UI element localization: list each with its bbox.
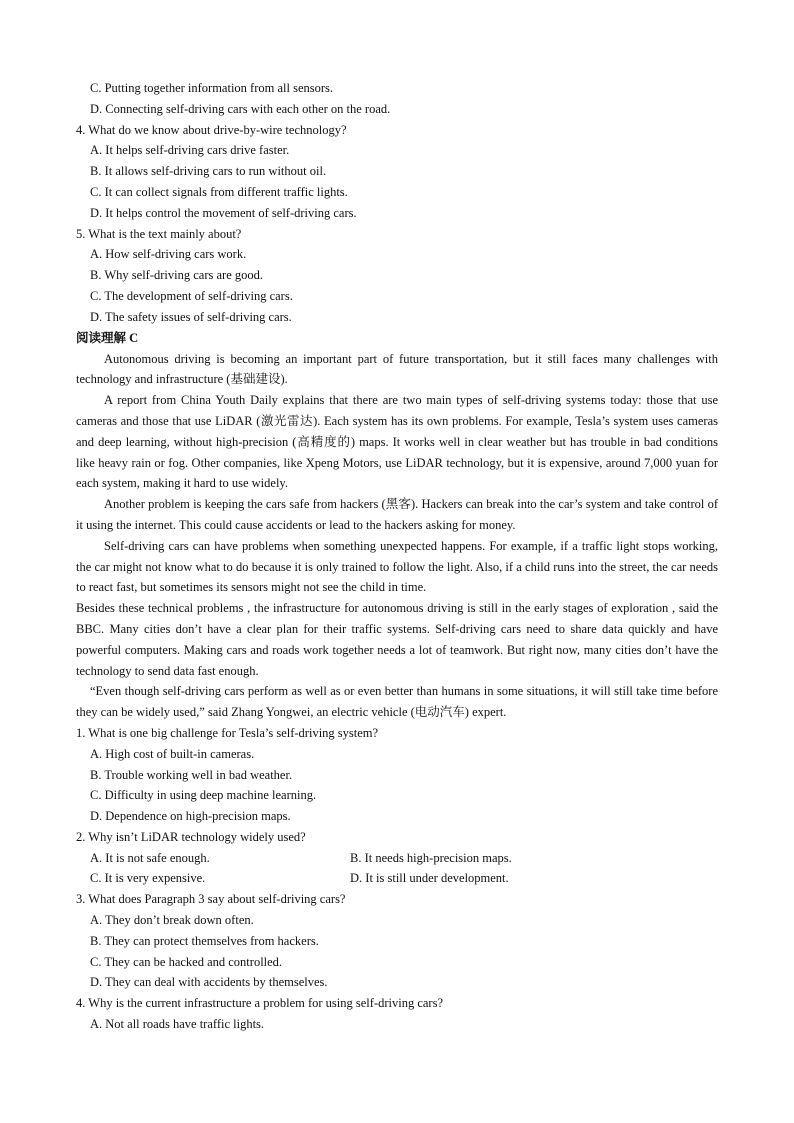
question-5-prev: 5. What is the text mainly about? <box>76 226 242 241</box>
passage-paragraph-3: Another problem is keeping the cars safe from hackers (黑客). Hackers can break into the car’s system and take control of it using the internet. This could cause accidents or lead to the hackers asking for money. <box>76 497 718 532</box>
section-title: 阅读理解 C <box>76 330 139 345</box>
options-row <box>76 868 718 889</box>
options-row <box>76 848 718 869</box>
option-a: A. It helps self-driving cars drive faster. <box>90 143 290 158</box>
option-d: D. Connecting self-driving cars with each other on the road. <box>90 101 391 116</box>
option-a: A. They don’t break down often. <box>90 913 254 928</box>
option-c: C. It can collect signals from different traffic lights. <box>90 184 348 199</box>
passage-paragraph-4: Self-driving cars can have problems when something unexpected happens. For example, if a traffic light stops working, the car might not know what to do because it is only trained to follow the light. Also, if a child runs into the street, the car needs to react fast, but sometimes its sensors might not see the child in time. <box>76 538 718 595</box>
option-c: C. The development of self-driving cars. <box>90 288 293 303</box>
passage-paragraph-6: “Even though self-driving cars perform as well as or even better than humans in some situations, it will still take time before they can be widely used,” said Zhang Yongwei, an electric vehicle (电动汽车) expert. <box>76 684 718 720</box>
option-d: D. Dependence on high-precision maps. <box>90 809 291 824</box>
option-b: B. It allows self-driving cars to run without oil. <box>90 164 327 179</box>
passage-paragraph-1: Autonomous driving is becoming an important part of future transportation, but it still faces many challenges with technology and infrastructure (基础建设). <box>76 351 718 387</box>
passage-paragraph-5: Besides these technical problems , the infrastructure for autonomous driving is still in the early stages of exploration , said the BBC. Many cities don’t have a clear plan for their traffic systems. Self-driving cars need to share data quickly and have powerful computers. Making cars and roads work together needs a lot of teamwork. But right now, many cities don’t have the technology to send data fast enough. <box>76 601 718 678</box>
question-1: 1. What is one big challenge for Tesla’s self-driving system? <box>76 725 379 740</box>
option-d: D. The safety issues of self-driving cars. <box>90 309 292 324</box>
option-c: C. It is very expensive. <box>90 871 206 886</box>
question-4-prev: 4. What do we know about drive-by-wire technology? <box>76 122 347 137</box>
option-c: C. Difficulty in using deep machine learning. <box>90 788 317 803</box>
option-b: B. They can protect themselves from hackers. <box>90 933 319 948</box>
option-a: A. High cost of built-in cameras. <box>90 746 255 761</box>
option-d: D. It is still under development. <box>350 871 509 886</box>
question-3: 3. What does Paragraph 3 say about self-driving cars? <box>76 892 346 907</box>
option-a: A. How self-driving cars work. <box>90 247 247 262</box>
option-a: A. It is not safe enough. <box>90 850 210 865</box>
question-2: 2. Why isn’t LiDAR technology widely used? <box>76 829 306 844</box>
option-b: B. It needs high-precision maps. <box>350 850 512 865</box>
option-c: C. Putting together information from all sensors. <box>90 81 334 95</box>
option-c: C. They can be hacked and controlled. <box>90 954 283 969</box>
option-a: A. Not all roads have traffic lights. <box>90 1017 265 1032</box>
option-d: D. They can deal with accidents by themselves. <box>90 975 328 990</box>
question-4: 4. Why is the current infrastructure a problem for using self-driving cars? <box>76 996 444 1011</box>
option-b: B. Trouble working well in bad weather. <box>90 767 293 782</box>
option-d: D. It helps control the movement of self-driving cars. <box>90 205 357 220</box>
option-b: B. Why self-driving cars are good. <box>90 268 263 283</box>
document-page <box>76 78 718 1035</box>
passage-paragraph-2: A report from China Youth Daily explains that there are two main types of self-driving systems today: those that use cameras and those that use LiDAR (激光雷达). Each system has its own problems. For example, Tesla’s system uses cameras and deep learning, without high-precision (高精度的) maps. It works well in clear weather but has trouble in bad conditions like heavy rain or fog. Other companies, like Xpeng Motors, use LiDAR technology, but it is expensive, around 7,000 yuan for each system, making it hard to use widely. <box>76 393 718 491</box>
